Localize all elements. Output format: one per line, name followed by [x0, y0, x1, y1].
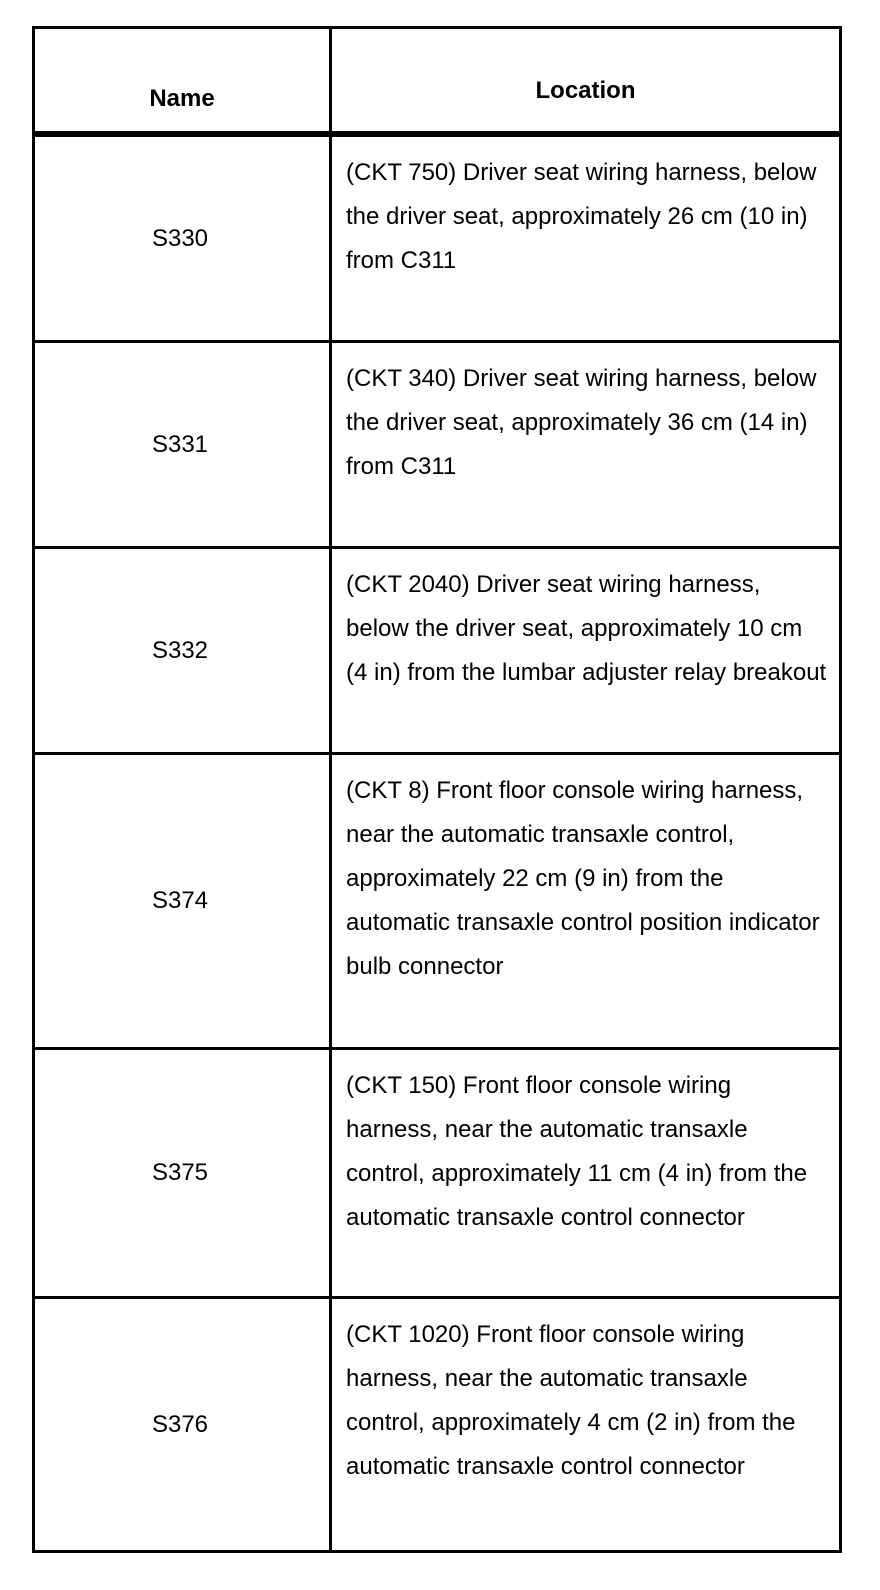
splice-name-cell: S332: [35, 549, 332, 752]
splice-name-cell: S374: [35, 755, 332, 1047]
table-row: [32, 549, 842, 755]
splice-location-cell: (CKT 2040) Driver seat wiring harness, below the driver seat, approximately 10 cm (4 in) from the lumbar adjuster relay breakout: [332, 549, 842, 752]
splice-location-cell: (CKT 8) Front floor console wiring harness, near the automatic transaxle control, approximately 22 cm (9 in) from the automatic transaxle control position indicator bulb connector: [332, 755, 842, 1047]
splice-location-cell: (CKT 150) Front floor console wiring harness, near the automatic transaxle control, approximately 11 cm (4 in) from the automatic transaxle control connector: [332, 1050, 842, 1296]
table-row: [32, 137, 842, 343]
splice-location-table: [32, 26, 842, 1553]
splice-name-cell: S331: [35, 343, 332, 546]
table-row: [32, 755, 842, 1050]
table-row: [32, 1299, 842, 1553]
table-row: [32, 1050, 842, 1299]
splice-name-cell: S376: [35, 1299, 332, 1550]
splice-name-cell: S375: [35, 1050, 332, 1296]
splice-location-cell: (CKT 1020) Front floor console wiring harness, near the automatic transaxle control, approximately 4 cm (2 in) from the automatic transaxle control connector: [332, 1299, 842, 1550]
splice-location-cell: (CKT 340) Driver seat wiring harness, below the driver seat, approximately 36 cm (14 in) from C311: [332, 343, 842, 546]
table-header-row: [32, 26, 842, 137]
header-location: Location: [332, 29, 842, 131]
splice-name-cell: S330: [35, 137, 332, 340]
header-name: Name: [35, 29, 332, 131]
splice-location-cell: (CKT 750) Driver seat wiring harness, below the driver seat, approximately 26 cm (10 in) from C311: [332, 137, 842, 340]
table-row: [32, 343, 842, 549]
